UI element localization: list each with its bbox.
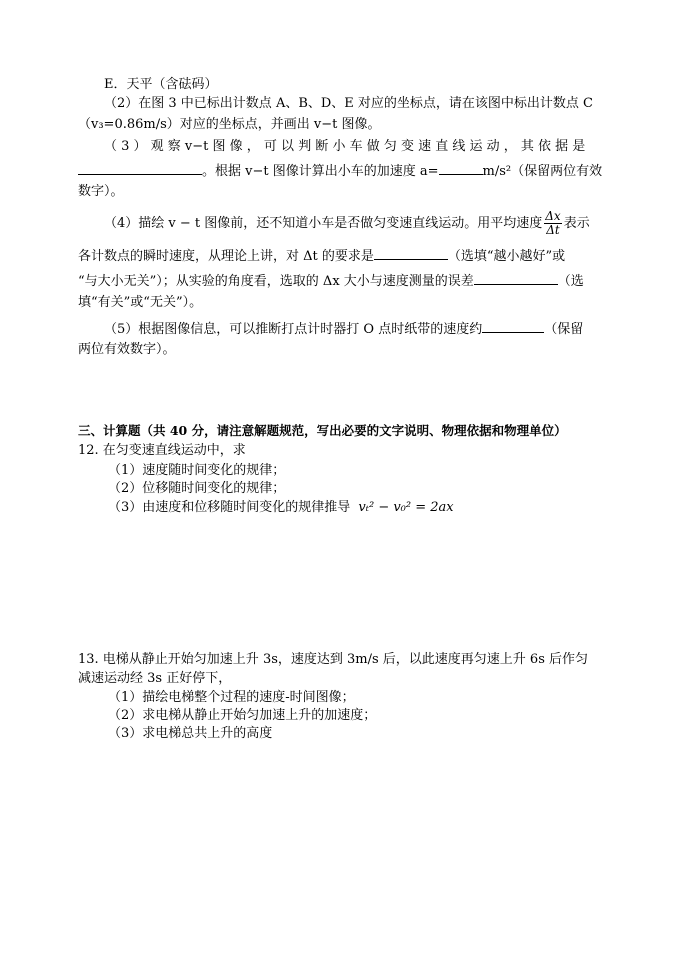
q4-text-post: 表示 (563, 216, 590, 231)
q3-line-2 (78, 162, 602, 181)
q12-item-3-text: （3）由速度和位移随时间变化的规律推导 (108, 500, 351, 515)
q3-answer-blank-2[interactable] (439, 162, 483, 175)
q12-stem: 12. 在匀变速直线运动中，求 (78, 443, 246, 458)
section-3-heading: 三、计算题（共 40 分，请注意解题规范，写出必要的文字说明、物理依据和物理单位） (78, 423, 567, 438)
q3-text: 。根据 v−t 图像计算出小车的加速度 a= (202, 164, 439, 179)
q4-text: （选 (557, 274, 584, 289)
q12-item-1: （1）速度随时间变化的规律； (108, 463, 286, 478)
q3-line-1: （ 3 ） 观 察 v−t 图 像 ， 可 以 判 断 小 车 做 匀 变 速 直 线 运 动 ， 其 依 据 是 (104, 139, 586, 154)
option-e: E．天平（含砝码） (104, 77, 218, 92)
q12-item-3 (108, 499, 454, 517)
q4-line-4: 填“有关”或“无关”）。 (78, 295, 203, 310)
q4-line-2 (78, 247, 565, 266)
average-velocity-fraction (544, 210, 561, 237)
q13-stem-line-1: 13. 电梯从静止开始匀加速上升 3s，速度达到 3m/s 后，以此速度再匀速上升 6s 后作匀 (78, 652, 589, 667)
q4-answer-blank-1[interactable] (374, 247, 448, 260)
q3-line-3: 数字）。 (78, 184, 124, 199)
q3-unit: m/s²（保留两位有效 (482, 164, 603, 179)
q4-answer-blank-2[interactable] (474, 272, 558, 285)
q13-item-3: （3）求电梯总共上升的高度 (108, 726, 273, 741)
fraction-denominator: Δt (546, 223, 560, 237)
kinematics-formula: vₜ² − v₀² = 2ax (358, 500, 454, 515)
q13-item-1: （1）描绘电梯整个过程的速度-时间图像； (108, 690, 355, 705)
q3-answer-blank-1[interactable] (78, 162, 202, 175)
q4-line-1 (104, 209, 590, 239)
q5-line-2: 两位有效数字）。 (78, 342, 176, 357)
q2-line-2: （v₃=0.86m/s）对应的坐标点，并画出 v−t 图像。 (78, 117, 381, 132)
q5-text: （5）根据图像信息，可以推断打点计时器打 O 点时纸带的速度约 (104, 322, 483, 337)
q2-line-1: （2）在图 3 中已标出计数点 A、B、D、E 对应的坐标点，请在该图中标出计数点 C (104, 96, 594, 111)
q4-line-3 (78, 272, 584, 291)
q4-text: “与大小无关”）；从实验的角度看，选取的 Δx 大小与速度测量的误差 (78, 274, 474, 289)
q13-item-2: （2）求电梯从静止开始匀加速上升的加速度； (108, 708, 377, 723)
q5-answer-blank[interactable] (482, 320, 544, 333)
q4-text-pre: （4）描绘 v − t 图像前，还不知道小车是否做匀变速直线运动。用平均速度 (104, 216, 543, 231)
q5-line-1 (104, 320, 583, 339)
q12-item-2: （2）位移随时间变化的规律； (108, 481, 286, 496)
fraction-numerator: Δx (545, 209, 561, 223)
q5-text: （保留 (544, 322, 584, 337)
q4-text: （选填“越小越好”或 (447, 249, 566, 264)
q4-text: 各计数点的瞬时速度，从理论上讲，对 Δt 的要求是 (78, 249, 374, 264)
q13-stem-line-2: 减速运动经 3s 正好停下， (78, 671, 232, 686)
